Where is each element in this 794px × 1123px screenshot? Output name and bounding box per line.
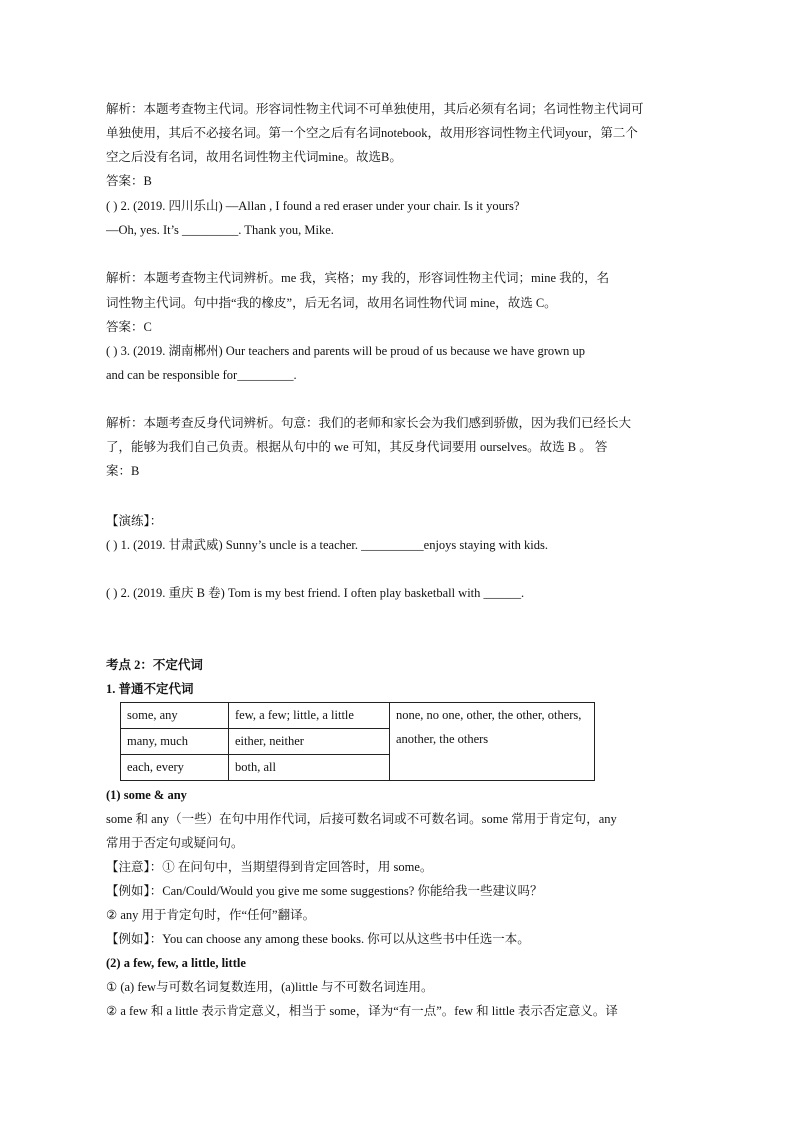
point-1-text-line1: some 和 any（一些）在句中用作代词，后接可数名词或不可数名词。some 常用于肯定句，any: [106, 812, 617, 826]
example-line-1: 【例如】：Can/Could/Would you give me some suggestions? 你能给我一些建议吗？: [106, 884, 543, 898]
question-2: ( ) 2. (2019. 四川乐山) —Allan , I found a red eraser under your chair. Is it yours?: [106, 199, 520, 213]
table-cell: some, any: [121, 703, 229, 729]
analysis-q1-line3: 空之后没有名词，故用名词性物主代词mine。故选B。: [106, 150, 402, 164]
practice-question-1: ( ) 1. (2019. 甘肃武威) Sunny’s uncle is a teacher. __________enjoys staying with kids.: [106, 538, 548, 552]
note-line: 【注意】：① 在问句中，当期望得到肯定回答时，用 some。: [106, 860, 433, 874]
subsection-heading: 1. 普通不定代词: [106, 682, 194, 696]
answer-q2: 答案：C: [106, 320, 152, 334]
practice-heading: 【演练】：: [106, 514, 163, 528]
question-3-line2: and can be responsible for_________.: [106, 368, 297, 382]
point-2-text-line2: ② a few 和 a little 表示肯定意义，相当于 some，译为“有一点”。few 和 little 表示否定意义。译: [106, 1004, 618, 1018]
table-cell: either, neither: [229, 729, 390, 755]
note-line-2: ② any 用于肯定句时，作“任何”翻译。: [106, 908, 316, 922]
analysis-q3-line1: 解析：本题考查反身代词辨析。句意：我们的老师和家长会为我们感到骄傲，因为我们已经长大: [106, 416, 632, 430]
table-cell: each, every: [121, 755, 229, 781]
table-merged-cell: none, no one, other, the other, others, another, the others: [390, 703, 595, 781]
analysis-q3-line2: 了，能够为我们自己负责。根据从句中的 we 可知，其反身代词要用 ourselves。故选 B 。 答: [106, 440, 608, 454]
indefinite-pronoun-table: [120, 702, 595, 781]
answer-q1: 答案：B: [106, 174, 152, 188]
analysis-q1-line2: 单独使用，其后不必接名词。第一个空之后有名词notebook，故用形容词性物主代词your，第二个: [106, 126, 638, 140]
analysis-q2-line1: 解析：本题考查物主代词辨析。me 我，宾格；my 我的，形容词性物主代词；mine 我的，名: [106, 271, 610, 285]
point-2-heading: (2) a few, few, a little, little: [106, 956, 246, 970]
example-line-2: 【例如】：You can choose any among these books. 你可以从这些书中任选一本。: [106, 932, 530, 946]
point-1-text-line2: 常用于否定句或疑问句。: [106, 836, 244, 850]
table-row: [121, 703, 595, 729]
point-2-text-line1: ① (a) few与可数名词复数连用，(a)little 与不可数名词连用。: [106, 980, 434, 994]
practice-question-2: ( ) 2. (2019. 重庆 B 卷) Tom is my best friend. I often play basketball with ______.: [106, 586, 525, 600]
analysis-q2-line2: 词性物主代词。句中指“我的橡皮”，后无名词，故用名词性物代词 mine，故选 C。: [106, 296, 557, 310]
table-cell: few, a few; little, a little: [229, 703, 390, 729]
analysis-q1-line1: 解析：本题考查物主代词。形容词性物主代词不可单独使用，其后必须有名词；名词性物主代词可: [106, 102, 644, 116]
question-2-line2: —Oh, yes. It’s _________. Thank you, Mike.: [106, 223, 334, 237]
answer-q3: 案：B: [106, 464, 140, 478]
section-heading: 考点 2：不定代词: [106, 658, 203, 672]
table-cell: many, much: [121, 729, 229, 755]
point-1-heading: (1) some & any: [106, 788, 187, 802]
question-3: ( ) 3. (2019. 湖南郴州) Our teachers and parents will be proud of us because we have grown up: [106, 344, 586, 358]
table-cell: both, all: [229, 755, 390, 781]
